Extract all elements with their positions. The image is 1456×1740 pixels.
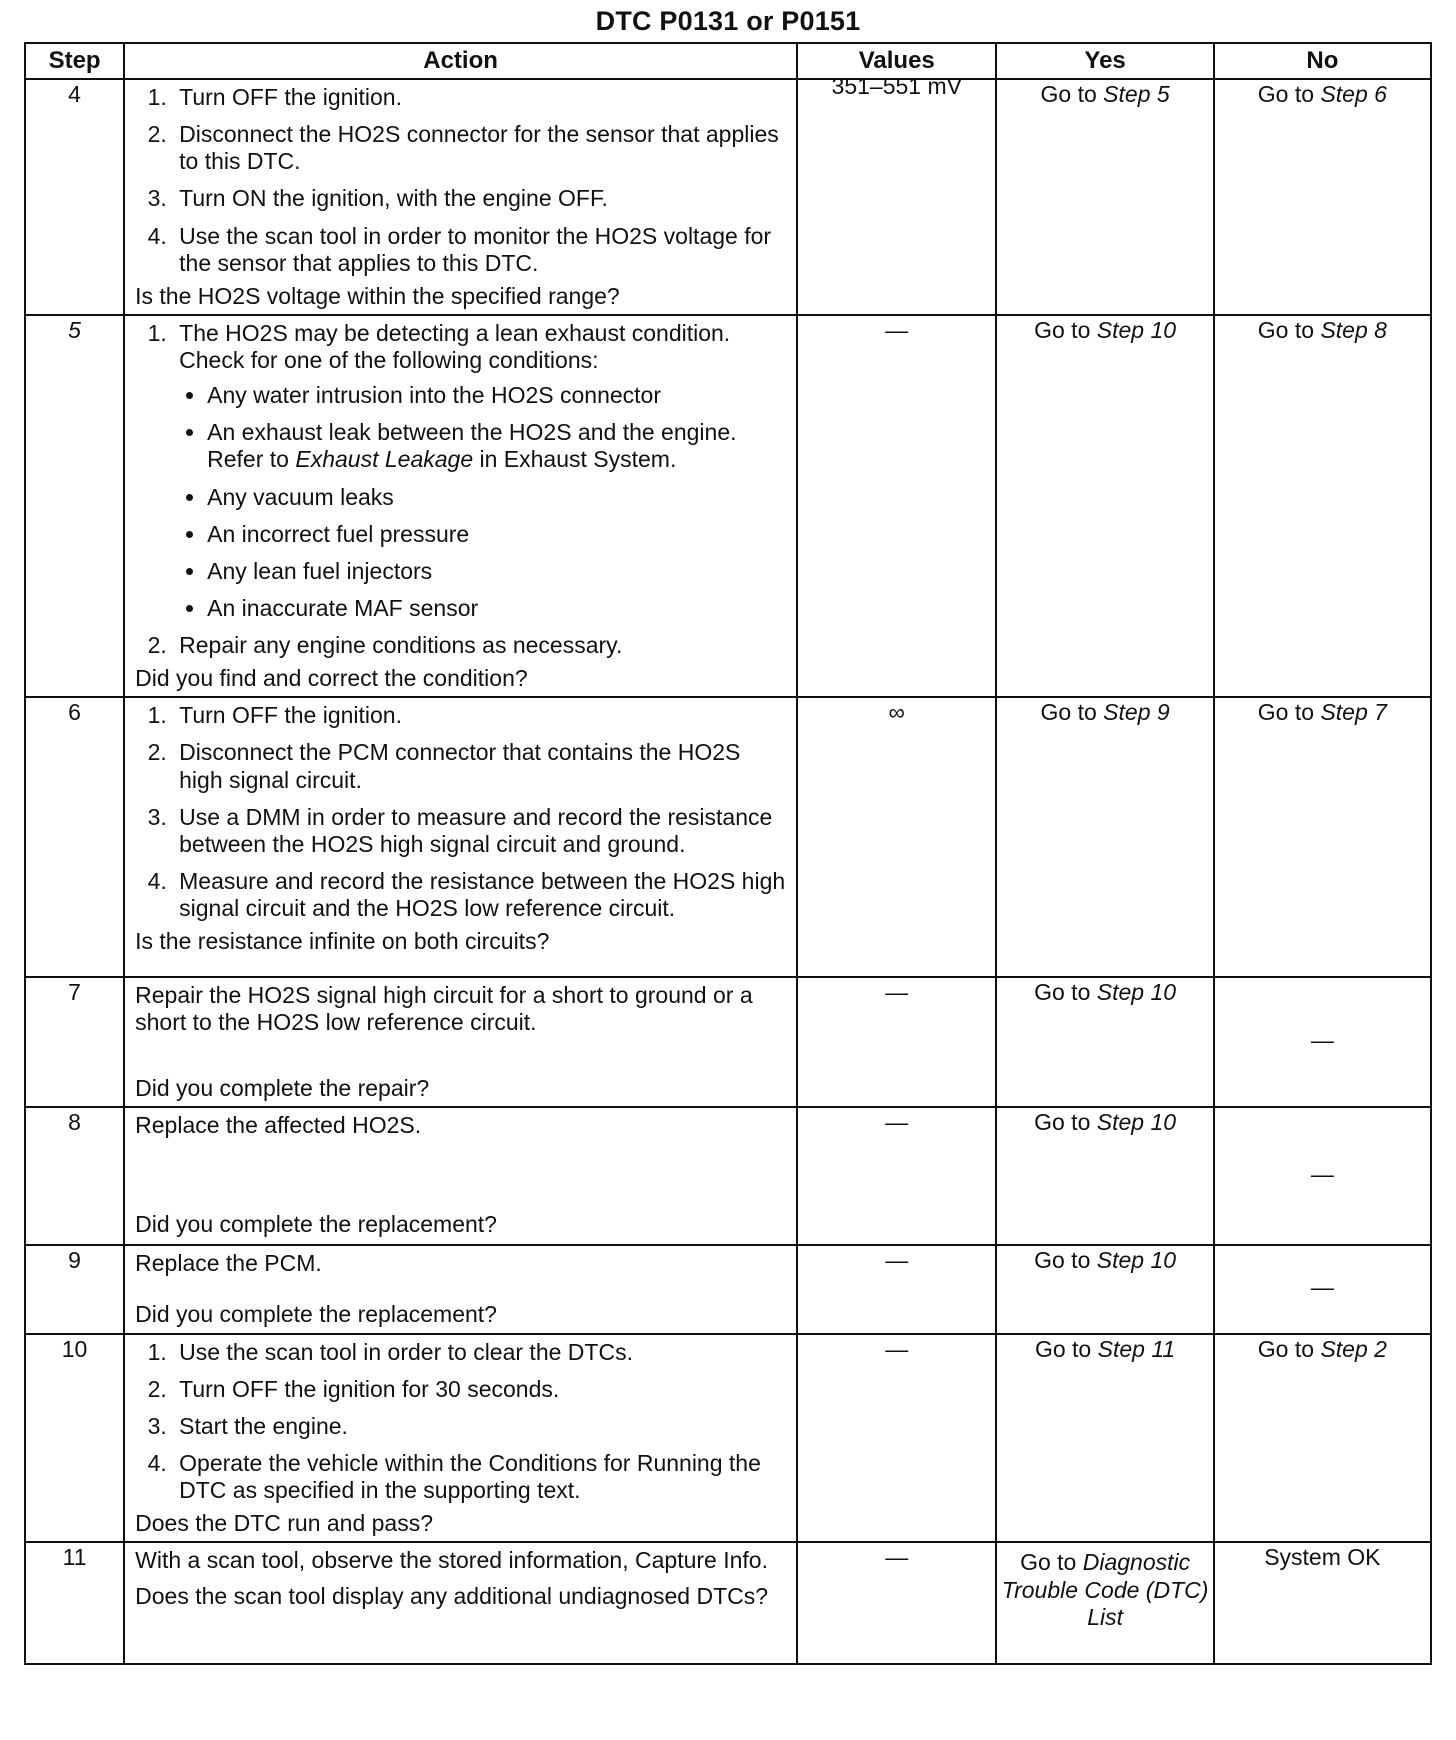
question: Did you complete the replacement?: [135, 1300, 497, 1327]
reference-link[interactable]: Exhaust Leakage: [295, 446, 474, 473]
value-cell: [797, 315, 996, 697]
step-number: 11: [25, 1542, 124, 1664]
action-cell: [124, 1334, 797, 1543]
yes-cell: [996, 315, 1213, 697]
action-list: [135, 1339, 788, 1505]
goto-label: Go to: [1257, 699, 1315, 726]
yes-cell: [996, 1107, 1213, 1245]
goto-target: Step 2: [1320, 1335, 1387, 1362]
no-cell: [1214, 1542, 1431, 1664]
no-cell: [1214, 977, 1431, 1106]
header-step: Step: [25, 43, 124, 79]
yes-cell: [996, 1245, 1213, 1334]
condition-text: An exhaust leak between the HO2S and the engine. Refer to: [207, 419, 737, 473]
page-title: DTC P0131 or P0151: [595, 6, 861, 36]
action-cell: [124, 79, 797, 315]
value-cell: [797, 1245, 996, 1334]
diagnostic-table: [24, 42, 1432, 1665]
goto-target: Diagnostic Trouble Code (DTC) List: [1001, 1549, 1209, 1630]
goto-target: Step 7: [1320, 699, 1387, 726]
header-row: [25, 43, 1431, 79]
yes-cell: [996, 79, 1213, 315]
goto-label: Go to: [1257, 81, 1315, 107]
goto-label: Go to: [1040, 699, 1097, 726]
step-number: 8: [25, 1107, 124, 1245]
goto-target: Step 10: [1096, 1108, 1177, 1135]
question: Does the DTC run and pass?: [135, 1510, 434, 1537]
value-cell: [797, 1542, 996, 1664]
action-text: Replace the affected HO2S.: [135, 1111, 422, 1138]
question: Is the resistance infinite on both circuits?: [135, 928, 550, 955]
header-values: Values: [797, 43, 996, 79]
condition-text: in Exhaust System.: [479, 446, 677, 473]
no-cell: [1214, 697, 1431, 977]
condition-item: [207, 419, 788, 473]
question: Did you complete the replacement?: [135, 1210, 497, 1237]
value-cell: [797, 697, 996, 977]
action-item: 2. Turn OFF the ignition for 30 seconds.: [173, 1376, 788, 1403]
action-text: The HO2S may be detecting a lean exhaust condition. Check for one of the following conditions:: [179, 319, 731, 373]
action-item: 1. Use the scan tool in order to clear the DTCs.: [173, 1339, 788, 1366]
goto-target: Step 10: [1096, 1246, 1177, 1273]
action-cell: [124, 1107, 797, 1245]
value: —: [885, 316, 909, 343]
no-cell: [1214, 1107, 1431, 1245]
goto-label: Go to: [1034, 316, 1091, 343]
step-number: 10: [25, 1334, 124, 1543]
goto-target: Step 11: [1097, 1335, 1176, 1362]
action-text: Repair the HO2S signal high circuit for a short to ground or a short to the HO2S low reference circuit.: [135, 982, 753, 1036]
step-number: 5: [68, 316, 81, 343]
action-item: 1. Turn OFF the ignition.: [173, 84, 788, 111]
step-number: 6: [25, 697, 124, 977]
no-cell: [1214, 1245, 1431, 1334]
step-number: 9: [25, 1245, 124, 1334]
value-cell: [797, 1334, 996, 1543]
value: —: [885, 1246, 909, 1273]
action-item: 3. Start the engine.: [173, 1413, 788, 1440]
header-yes: Yes: [996, 43, 1213, 79]
value: 351–551 mV: [831, 73, 962, 99]
condition-item: • Any lean fuel injectors: [207, 558, 788, 585]
no-cell: [1214, 1334, 1431, 1543]
goto-label: Go to: [1034, 1246, 1091, 1273]
action-item: 2. Disconnect the HO2S connector for the sensor that applies to this DTC.: [173, 121, 788, 175]
action-item: 3. Use a DMM in order to measure and record the resistance between the HO2S high signal circuit and ground.: [173, 804, 788, 858]
action-text: With a scan tool, observe the stored information, Capture Info.: [135, 1547, 768, 1574]
value: —: [885, 1544, 909, 1571]
question: Did you find and correct the condition?: [135, 665, 528, 692]
action-item: 1. Turn OFF the ignition.: [173, 702, 788, 729]
table-row: [25, 1245, 1431, 1334]
no-value: —: [1310, 1026, 1334, 1053]
action-item: [173, 320, 788, 622]
goto-label: Go to: [1257, 1335, 1315, 1362]
step-number-cell: [25, 315, 124, 697]
yes-cell: [996, 697, 1213, 977]
condition-item: • Any water intrusion into the HO2S connector: [207, 382, 788, 409]
no-value: —: [1310, 1274, 1334, 1301]
action-list: [135, 702, 788, 922]
table-row: [25, 977, 1431, 1106]
goto-target: Step 10: [1096, 316, 1177, 343]
table-row: [25, 315, 1431, 697]
value: ∞: [888, 699, 905, 726]
action-item: 2. Disconnect the PCM connector that contains the HO2S high signal circuit.: [173, 739, 788, 793]
yes-cell: [996, 1334, 1213, 1543]
question: Is the HO2S voltage within the specified range?: [135, 282, 620, 309]
no-value: —: [1310, 1160, 1334, 1187]
action-cell: [124, 1542, 797, 1664]
value-cell: [797, 1107, 996, 1245]
value-cell: [797, 977, 996, 1106]
action-item: 4. Operate the vehicle within the Conditions for Running the DTC as specified in the supporting text.: [173, 1450, 788, 1504]
value-cell: [797, 73, 996, 315]
table-row: [25, 697, 1431, 977]
goto-label: Go to: [1020, 1549, 1077, 1576]
question: Did you complete the repair?: [135, 1074, 430, 1101]
action-list: [135, 84, 788, 277]
value: —: [885, 1108, 909, 1135]
goto-label: Go to: [1040, 81, 1097, 107]
action-cell: [124, 977, 797, 1106]
no-cell: [1214, 315, 1431, 697]
goto-label: Go to: [1257, 316, 1315, 343]
action-item: 3. Turn ON the ignition, with the engine OFF.: [173, 185, 788, 212]
goto-target: Step 9: [1103, 699, 1170, 726]
goto-target: Step 6: [1320, 81, 1387, 107]
header-no: No: [1214, 43, 1431, 79]
yes-cell: [996, 1542, 1213, 1664]
action-list: [135, 320, 788, 659]
condition-item: • An incorrect fuel pressure: [207, 521, 788, 548]
table-row: [25, 1334, 1431, 1543]
action-item: 2. Repair any engine conditions as necessary.: [173, 632, 788, 659]
action-item: 4. Use the scan tool in order to monitor the HO2S voltage for the sensor that applies to this DTC.: [173, 223, 788, 277]
question: Does the scan tool display any additional undiagnosed DTCs?: [135, 1582, 769, 1609]
table-row: [25, 1542, 1431, 1664]
goto-label: Go to: [1034, 1335, 1092, 1362]
goto-label: Go to: [1034, 1108, 1091, 1135]
action-cell: [124, 697, 797, 977]
condition-item: • Any vacuum leaks: [207, 484, 788, 511]
table-row: [25, 1107, 1431, 1245]
goto-target: Step 5: [1103, 81, 1170, 107]
condition-list: [179, 382, 788, 622]
condition-item: • An inaccurate MAF sensor: [207, 595, 788, 622]
action-cell: [124, 315, 797, 697]
goto-label: Go to: [1034, 979, 1091, 1006]
step-number: 7: [25, 977, 124, 1106]
action-text: Replace the PCM.: [135, 1249, 322, 1276]
step-number: 4: [25, 79, 124, 315]
value: —: [885, 1335, 909, 1362]
goto-target: Step 8: [1320, 316, 1387, 343]
goto-target: Step 10: [1096, 979, 1177, 1006]
action-cell: [124, 1245, 797, 1334]
table-row: [25, 79, 1431, 315]
yes-cell: [996, 977, 1213, 1106]
header-action: Action: [124, 43, 797, 79]
no-cell: [1214, 79, 1431, 315]
value: —: [885, 979, 909, 1006]
action-item: 4. Measure and record the resistance between the HO2S high signal circuit and the HO2S low reference circuit.: [173, 868, 788, 922]
no-value: System OK: [1264, 1544, 1381, 1571]
